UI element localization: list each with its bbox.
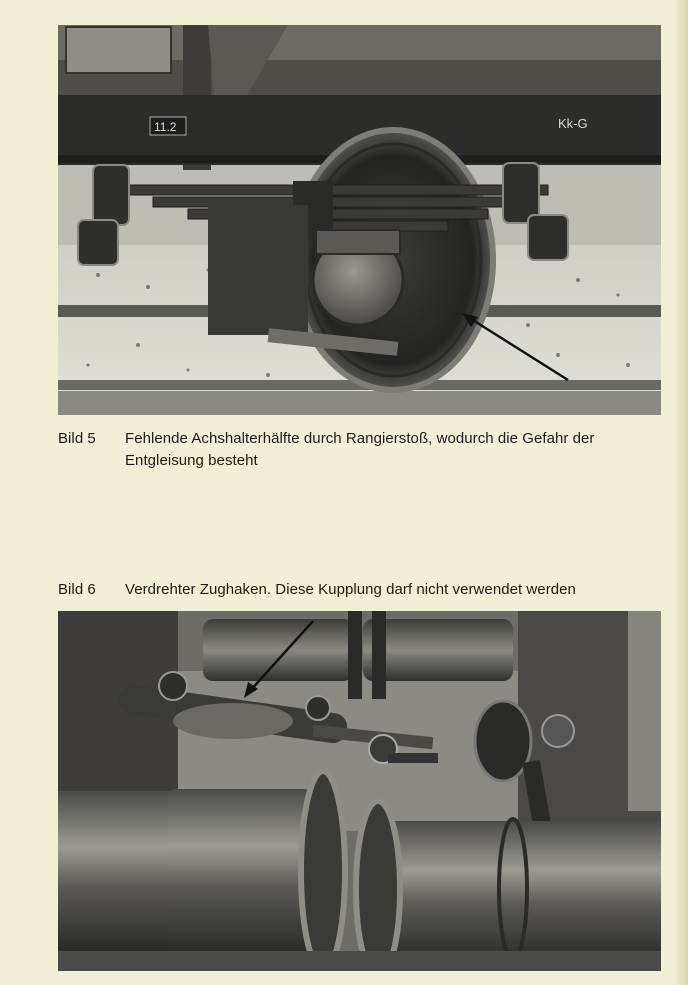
- figure-5-image: [58, 25, 661, 415]
- figure-6-photo: [58, 611, 661, 971]
- figure-6-caption-text: Verdrehter Zughaken. Diese Kupplung darf nicht verwendet werden: [125, 581, 576, 598]
- figure-5-number: Bild 5: [58, 430, 96, 447]
- figure-6-number: Bild 6: [58, 581, 96, 598]
- figure-5-photo: [58, 25, 661, 415]
- page-edge-shadow: [674, 0, 688, 985]
- figure-6-image: [58, 611, 661, 971]
- wagon-plate-label: 11.2: [154, 120, 177, 134]
- figure-5-caption: [58, 428, 661, 472]
- wagon-mark-label: Kk-G: [558, 116, 588, 131]
- figure-6-caption: [58, 579, 661, 601]
- figure-5-caption-text: Fehlende Achshalterhälfte durch Rangierstoß, wodurch die Gefahr der Entgleisung besteht: [125, 430, 595, 469]
